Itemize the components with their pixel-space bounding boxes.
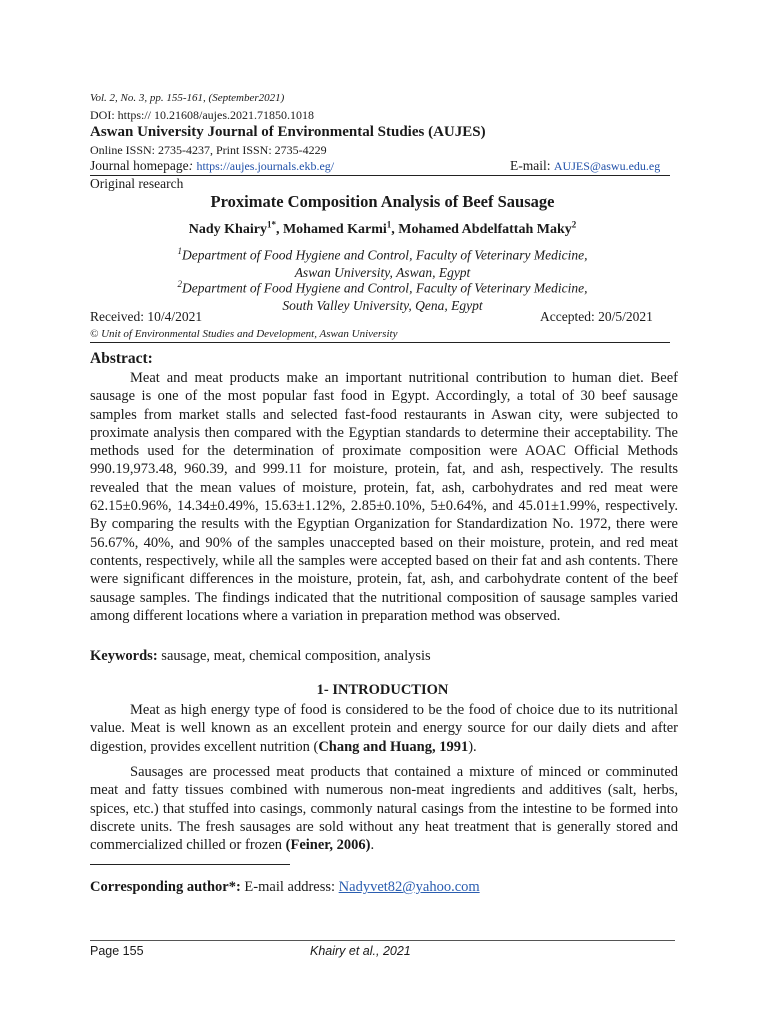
affiliation-2: $^2$Department of Food Hygiene and Control, Faculty of Veterinary Medicine, South Valley University, Qena, Egypt [177, 279, 588, 313]
author-2: Mohamed Karmi$^1$, [282, 219, 399, 237]
journal-email [510, 158, 660, 174]
keywords [90, 648, 431, 665]
citation-chang-huang: Chang and Huang, 1991 [318, 738, 469, 755]
email-label: E-mail: [510, 158, 551, 173]
homepage-colon: : [188, 158, 194, 173]
footnote-rule [90, 864, 290, 865]
article-title: Proximate Composition Analysis of Beef Sausage [210, 192, 555, 211]
volume-info: Vol. 2, No. 3, pp. 155-161, (September2021) [90, 92, 285, 104]
corresponding-email-link[interactable]: Nadyvet82@yahoo.com [338, 879, 480, 895]
article-type: Original research [90, 176, 184, 191]
received-date: Received: 10/4/2021 [90, 309, 203, 324]
keywords-text: sausage, meat, chemical composition, analysis [161, 648, 431, 664]
running-footer: Khairy et al., 2021 [310, 944, 411, 958]
journal-homepage [90, 158, 334, 174]
copyright: © Unit of Environmental Studies and Development, Aswan University [90, 328, 398, 340]
journal-title: Aswan University Journal of Environmental Studies (AUJES) [90, 124, 486, 140]
corresponding-label: Corresponding author*: [90, 879, 241, 895]
doi[interactable]: DOI: https:// 10.21608/aujes.2021.71850.1018 [90, 108, 314, 122]
journal-email-link[interactable]: AUJES@aswu.edu.eg [553, 159, 661, 173]
author-3: Mohamed Abdelfattah Maky$^2$ [398, 219, 577, 237]
citation-feiner: (Feiner, 2006) [285, 837, 371, 854]
homepage-label: Journal homepage [90, 158, 189, 173]
author-list [90, 219, 675, 238]
page-number: Page 155 [90, 944, 144, 958]
abstract-heading: Abstract: [90, 350, 153, 367]
footer-rule [90, 940, 675, 941]
author-1: Nady Khairy$^{1*}$, [188, 219, 283, 237]
abstract-body [90, 369, 678, 625]
introduction-heading: 1- INTRODUCTION [316, 682, 449, 698]
copyright-rule [90, 342, 670, 343]
accepted-date: Accepted: 20/5/2021 [540, 309, 653, 324]
homepage-link[interactable]: https://aujes.journals.ekb.eg/ [196, 159, 335, 173]
abstract-text: Meat and meat products make an important nutritional contribution to human diet. Beef sausage is one of the most popular fast food in Egypt. Accordingly, a total of 30 beef sausage samples from market stalls and selected fast-food restaurants in Aswan city, were subjected to proximate analysis then compared with the Egyptian standards to determine their acceptability. The methods used for the determination of proximate composition were AOAC Official Methods 990.19,973.48, 960.39, and 999.11 for moisture, protein, fat, and ash, respectively. The results revealed that the mean values of moisture, protein, fat, ash, carbohydrates and red meat were 62.15±0.96%, 14.34±0.49%, 15.63±1.12%, 2.85±0.10%, 5±0.64%, and 45.01±1.99%, respectively. By comparing the results with the Egyptian Organization for Standardization No. 1972, there were 56.67%, 40%, and 90% of the samples unaccepted based on their moisture, protein, and red meat contents, respectively, while all the samples were accepted based on their fat and ash contents. There were significant differences in the moisture, protein, fat, ash, and carbohydrate content of the beef sausage samples. The findings indicated that the nutritional composition of sausage samples varied among different locations where a variation in preparation method was observed. [90, 370, 678, 624]
introduction-paragraph-2: Sausages are processed meat products that contained a mixture of minced or comminuted meat and fatty tissues combined with numerous non-meat ingredients and additives (salt, herbs, spices, etc.) that stuffed into casings, commonly natural casings from the intestine to be formed into discrete units. The fresh sausages are sold without any heat treatment that is generally stored and commercialized chilled or frozen (Feiner, 2006). [90, 764, 678, 854]
issn: Online ISSN: 2735-4237, Print ISSN: 2735-4229 [90, 143, 327, 157]
introduction-paragraph-1: Meat as high energy type of food is considered to be the food of choice due to its nutritional value. Meat is well known as an excellent protein and energy source for our daily diets and after digestion, provides excellent nutrition (Chang and Huang, 1991). [90, 702, 678, 755]
keywords-label: Keywords: [90, 648, 158, 664]
corresponding-author: Corresponding author*: E-mail address: Nadyvet82@yahoo.com [90, 879, 480, 895]
affiliation-1: $^1$Department of Food Hygiene and Control, Faculty of Veterinary Medicine, Aswan University, Aswan, Egypt [177, 246, 588, 280]
